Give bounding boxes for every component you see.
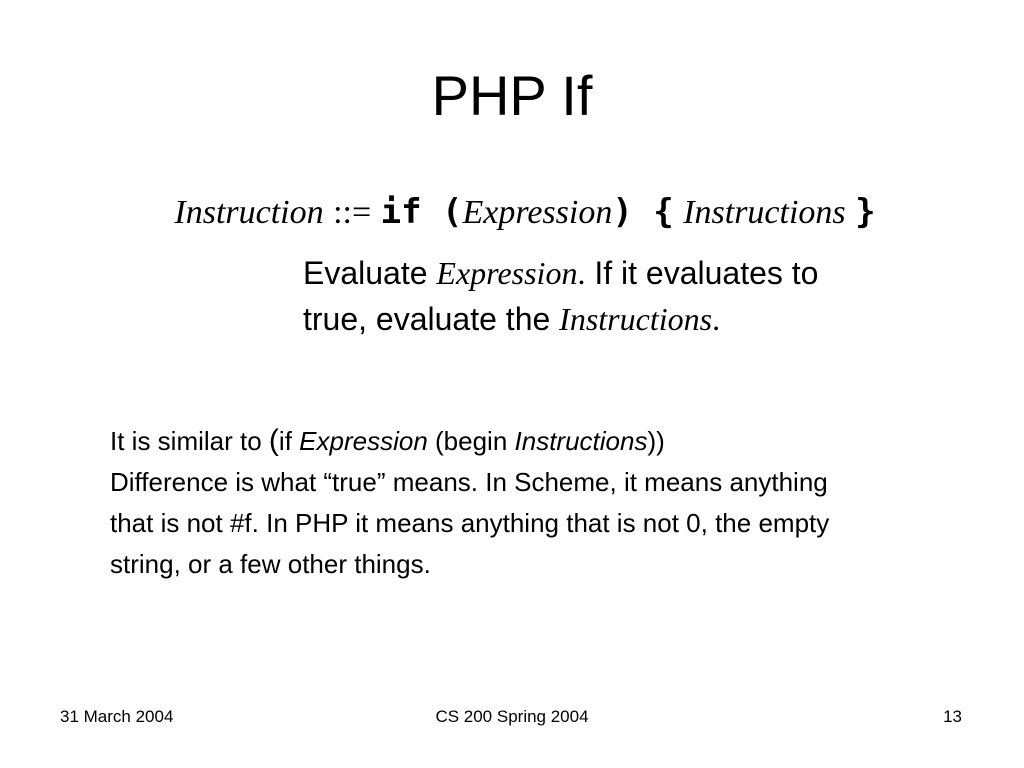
- similar-begin: (begin: [427, 426, 515, 456]
- similar-expression: Expression: [299, 426, 428, 456]
- grammar-expression: Expression: [462, 194, 613, 231]
- semantics-description: [303, 250, 863, 342]
- similar-paren: (: [268, 424, 279, 457]
- grammar-if-keyword: if (: [380, 192, 463, 232]
- semantics-rest: If it evaluates to true, evaluate the: [303, 255, 819, 337]
- grammar-instructions: Instructions: [683, 194, 846, 231]
- semantics-expression: Expression: [436, 255, 578, 291]
- footer-date: 31 March 2004: [60, 707, 174, 726]
- body-text: [110, 420, 870, 585]
- similar-if: if: [278, 426, 300, 456]
- similar-instructions: Instructions: [514, 426, 648, 456]
- grammar-close-brace: }: [855, 192, 876, 232]
- grammar-nonterminal: Instruction: [174, 194, 324, 231]
- footer-page-number: 13: [943, 707, 962, 726]
- grammar-defines: ::=: [333, 194, 372, 231]
- semantics-instructions: Instructions: [559, 301, 713, 337]
- body-line-similar: [110, 420, 870, 462]
- footer-course: CS 200 Spring 2004: [435, 707, 589, 726]
- similar-close: )): [647, 426, 665, 456]
- grammar-open-brace: ) {: [612, 192, 674, 232]
- semantics-evaluate: Evaluate: [303, 255, 437, 291]
- semantics-period-end: .: [712, 301, 721, 337]
- slide-title: PHP If: [431, 64, 593, 127]
- semantics-period: .: [577, 255, 586, 291]
- body-paragraph: Difference is what “true” means. In Scheme, it means anything that is not #f. In PHP it means anything that is not 0, the empty string, or a few other things.: [110, 467, 830, 579]
- grammar-rule: [0, 186, 1024, 239]
- similar-text: It is similar to: [110, 426, 269, 456]
